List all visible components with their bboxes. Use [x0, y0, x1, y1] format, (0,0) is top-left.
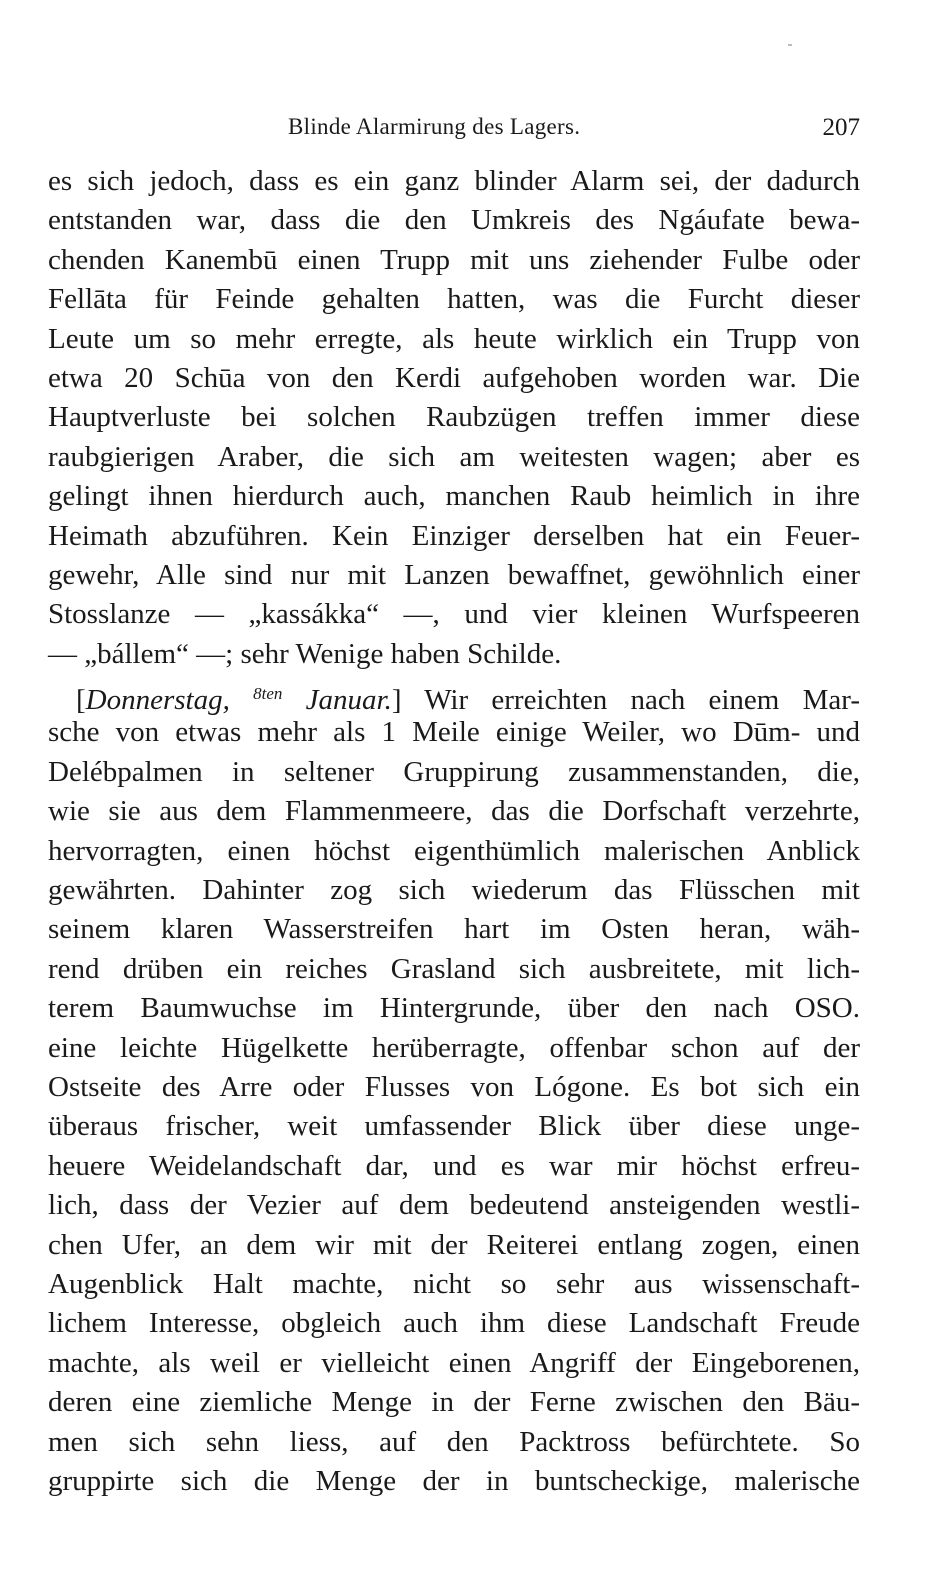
running-header — [48, 114, 860, 146]
text-line: chen Ufer, an dem wir mit der Reiterei entlang zogen, einen — [48, 1228, 860, 1261]
text-line: Heimath abzuführen. Kein Einziger derselben hat ein Feuer- — [48, 519, 860, 552]
page-number: 207 — [822, 114, 860, 141]
text-line: entstanden war, dass die den Umkreis des Ngáufate bewa- — [48, 204, 860, 237]
text-line: machte, als weil er vielleicht einen Angriff der Eingeborenen, — [48, 1346, 860, 1379]
text-line: — „bállem“ —; sehr Wenige haben Schilde. — [48, 637, 562, 670]
text-line: seinem klaren Wasserstreifen hart im Osten heran, wäh- — [48, 913, 860, 946]
running-title: Blinde Alarmirung des Lagers. — [288, 114, 581, 139]
print-speck — [788, 44, 792, 46]
text-line: raubgierigen Araber, die sich am weitesten wagen; aber es — [48, 440, 860, 473]
text-line: chenden Kanembū einen Trupp mit uns ziehender Fulbe oder — [48, 243, 860, 276]
text-line: überaus frischer, weit umfassender Blick über diese unge- — [48, 1110, 860, 1143]
text-line: Leute um so mehr erregte, als heute wirklich ein Trupp von — [48, 322, 860, 355]
date-day: 8ten — [253, 684, 283, 704]
text-line: terem Baumwuchse im Hintergrunde, über den nach OSO. — [48, 992, 860, 1025]
text-line: etwa 20 Schūa von den Kerdi aufgehoben worden war. Die — [48, 361, 860, 394]
text-line: es sich jedoch, dass es ein ganz blinder Alarm sei, der dadurch — [48, 165, 860, 197]
dated-first-line — [48, 674, 860, 717]
date-bracket-open: [ — [76, 684, 86, 717]
date-weekday: Donnerstag, — [85, 684, 230, 717]
text-line: Stosslanze — „kassákka“ —, und vier kleinen Wurfspeeren — [48, 598, 860, 631]
text-line: gewehr, Alle sind nur mit Lanzen bewaffnet, gewöhnlich einer — [48, 558, 860, 591]
text-line: eine leichte Hügelkette herüberragte, offenbar schon auf der — [48, 1031, 860, 1064]
first-line-text: Wir erreichten nach einem Mar- — [424, 684, 860, 717]
text-line: wie sie aus dem Flammenmeere, das die Dorfschaft verzehrte, — [48, 795, 860, 828]
text-line: Ostseite des Arre oder Flusses von Lógone. Es bot sich ein — [48, 1070, 860, 1103]
text-line: Fellāta für Feinde gehalten hatten, was die Furcht dieser — [48, 283, 860, 316]
text-line: Hauptverluste bei solchen Raubzügen treffen immer diese — [48, 401, 860, 434]
text-line: heuere Weidelandschaft dar, und es war mir höchst erfreu- — [48, 1149, 860, 1182]
text-line: lich, dass der Vezier auf dem bedeutend ansteigenden westli- — [48, 1189, 860, 1222]
text-line: gelingt ihnen hierdurch auch, manchen Raub heimlich in ihre — [48, 480, 860, 513]
text-line: Augenblick Halt machte, nicht so sehr aus wissenschaft- — [48, 1267, 860, 1300]
text-line: hervorragten, einen höchst eigenthümlich malerischen Anblick — [48, 834, 860, 867]
date-bracket-close: ] — [391, 684, 402, 717]
text-line: sche von etwas mehr als 1 Meile einige Weiler, wo Dūm- und — [48, 716, 860, 749]
text-line: deren eine ziemliche Menge in der Ferne zwischen den Bäu- — [48, 1386, 860, 1419]
text-line: gruppirte sich die Menge der in buntscheckige, malerische — [48, 1464, 860, 1497]
text-line: gewährten. Dahinter zog sich wiederum das Flüsschen mit — [48, 874, 860, 907]
text-line: men sich sehn liess, auf den Packtross befürchtete. So — [48, 1425, 860, 1458]
paragraph-2 — [48, 674, 860, 1501]
text-line: lichem Interesse, obgleich auch ihm diese Landschaft Freude — [48, 1307, 860, 1340]
text-line: Delébpalmen in seltener Gruppirung zusammenstanden, die, — [48, 755, 860, 788]
date-month: Januar. — [305, 684, 392, 717]
text-line: rend drüben ein reiches Grasland sich ausbreitete, mit lich- — [48, 952, 860, 985]
body-text — [48, 162, 860, 1501]
paragraph-1 — [48, 162, 860, 674]
